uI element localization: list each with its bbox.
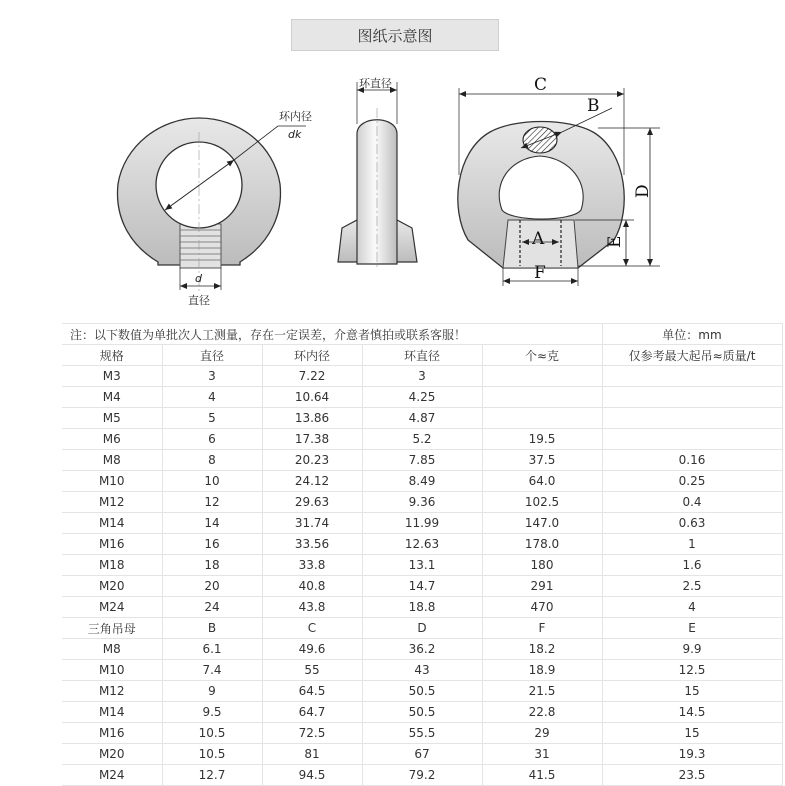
table-row [62, 744, 782, 765]
table-cell: 24 [162, 597, 262, 618]
column-header: E [602, 618, 782, 639]
table-cell: 8 [162, 450, 262, 471]
table-cell: 31 [482, 744, 602, 765]
table-cell: 18.8 [362, 597, 482, 618]
dim-d: D [633, 184, 653, 198]
table-cell: 291 [482, 576, 602, 597]
table-cell: 55 [262, 660, 362, 681]
column-header: 直径 [162, 345, 262, 366]
dim-b: B [587, 96, 600, 116]
table-row [62, 681, 782, 702]
table-cell: 178.0 [482, 534, 602, 555]
table-cell: 33.56 [262, 534, 362, 555]
table-cell: 21.5 [482, 681, 602, 702]
table-cell: 41.5 [482, 765, 602, 786]
table-cell: 470 [482, 597, 602, 618]
table-cell: 2.5 [602, 576, 782, 597]
table-cell: M8 [62, 639, 162, 660]
table-cell: M12 [62, 681, 162, 702]
column-header: C [262, 618, 362, 639]
table-cell: 8.49 [362, 471, 482, 492]
table-cell: 12 [162, 492, 262, 513]
table-cell: 5 [162, 408, 262, 429]
table-cell: 1 [602, 534, 782, 555]
column-header: F [482, 618, 602, 639]
table-cell: 7.4 [162, 660, 262, 681]
table-cell: 6 [162, 429, 262, 450]
table-cell: 29 [482, 723, 602, 744]
table-row [62, 492, 782, 513]
table-cell: 12.5 [602, 660, 782, 681]
table-cell: M12 [62, 492, 162, 513]
column-header: 个≈克 [482, 345, 602, 366]
table-cell: M4 [62, 387, 162, 408]
table-cell [602, 366, 782, 387]
table-cell [602, 429, 782, 450]
table-row [62, 429, 782, 450]
table-cell: 19.5 [482, 429, 602, 450]
table-cell: 13.1 [362, 555, 482, 576]
table-cell [482, 366, 602, 387]
table-cell: 1.6 [602, 555, 782, 576]
dim-f: F [534, 263, 546, 283]
table-cell [602, 408, 782, 429]
column-header: B [162, 618, 262, 639]
table-row [62, 702, 782, 723]
table-cell: 4 [162, 387, 262, 408]
table-cell: 31.74 [262, 513, 362, 534]
table-cell: 67 [362, 744, 482, 765]
table-cell: M24 [62, 597, 162, 618]
table-cell: 14 [162, 513, 262, 534]
triangle-nut-view [458, 75, 660, 286]
table-cell: M16 [62, 723, 162, 744]
table-row [62, 366, 782, 387]
diameter-label: 直径 [188, 294, 210, 307]
table-cell: M24 [62, 765, 162, 786]
d-label: d [195, 272, 202, 285]
table-cell: 64.5 [262, 681, 362, 702]
table-cell: 18 [162, 555, 262, 576]
table-cell: 64.7 [262, 702, 362, 723]
technical-drawing [0, 60, 785, 322]
table-row [62, 450, 782, 471]
table-cell: 12.7 [162, 765, 262, 786]
table-cell: 9.9 [602, 639, 782, 660]
table-cell: 5.2 [362, 429, 482, 450]
table-cell: M10 [62, 660, 162, 681]
table-row [62, 765, 782, 786]
table-cell: 10.5 [162, 723, 262, 744]
table-note: 注：以下数值为单批次人工测量，存在一定误差，介意者慎拍或联系客服！ [62, 324, 602, 345]
table-row [62, 555, 782, 576]
table-cell: 55.5 [362, 723, 482, 744]
table-row [62, 471, 782, 492]
table-cell: M10 [62, 471, 162, 492]
table-cell: 72.5 [262, 723, 362, 744]
table-cell: 12.63 [362, 534, 482, 555]
table-row [62, 597, 782, 618]
table-cell: 36.2 [362, 639, 482, 660]
table-cell: 10 [162, 471, 262, 492]
table-cell: 23.5 [602, 765, 782, 786]
table-row [62, 639, 782, 660]
table-cell: M8 [62, 450, 162, 471]
header-row-triangle [62, 618, 782, 639]
table-cell: 4.87 [362, 408, 482, 429]
table-cell: 15 [602, 723, 782, 744]
table-cell: 147.0 [482, 513, 602, 534]
table-row [62, 408, 782, 429]
table-cell: 14.7 [362, 576, 482, 597]
table-cell: M6 [62, 429, 162, 450]
table-cell: 11.99 [362, 513, 482, 534]
table-cell: 7.85 [362, 450, 482, 471]
table-cell: 33.8 [262, 555, 362, 576]
side-view [338, 76, 417, 270]
table-row [62, 723, 782, 744]
table-cell: 10.64 [262, 387, 362, 408]
table-cell: 0.16 [602, 450, 782, 471]
table-cell: 4 [602, 597, 782, 618]
table-cell: 16 [162, 534, 262, 555]
table-cell: 3 [362, 366, 482, 387]
column-header: 三角吊母 [62, 618, 162, 639]
table-cell: 9.5 [162, 702, 262, 723]
table-cell: 49.6 [262, 639, 362, 660]
table-cell: 81 [262, 744, 362, 765]
table-cell: 15 [602, 681, 782, 702]
table-row [62, 513, 782, 534]
dim-e: E [605, 235, 625, 248]
table-cell: 29.63 [262, 492, 362, 513]
table-cell: 24.12 [262, 471, 362, 492]
table-cell: 43.8 [262, 597, 362, 618]
table-cell: 102.5 [482, 492, 602, 513]
table-cell: 14.5 [602, 702, 782, 723]
front-view [117, 109, 312, 307]
dk-label: dk [288, 128, 302, 141]
table-cell: 9.36 [362, 492, 482, 513]
header-row [62, 345, 782, 366]
table-cell: 50.5 [362, 702, 482, 723]
table-cell [482, 408, 602, 429]
table-cell: 0.63 [602, 513, 782, 534]
table-cell: 20.23 [262, 450, 362, 471]
table-cell [482, 387, 602, 408]
table-row [62, 576, 782, 597]
table-cell: 4.25 [362, 387, 482, 408]
table-cell: 50.5 [362, 681, 482, 702]
ring-dia-label: 环直径 [359, 77, 392, 90]
table-cell: M14 [62, 513, 162, 534]
column-header: 环内径 [262, 345, 362, 366]
table-cell: 17.38 [262, 429, 362, 450]
table-cell: 6.1 [162, 639, 262, 660]
table-cell: 22.8 [482, 702, 602, 723]
table-cell: M16 [62, 534, 162, 555]
spec-table [62, 323, 783, 786]
table-row [62, 660, 782, 681]
ring-inner-label: 环内径 [279, 110, 312, 123]
column-header: 仅参考最大起吊≈质量/t [602, 345, 782, 366]
table-cell: 9 [162, 681, 262, 702]
table-cell: 37.5 [482, 450, 602, 471]
table-cell: 3 [162, 366, 262, 387]
table-cell: M20 [62, 744, 162, 765]
table-cell: 7.22 [262, 366, 362, 387]
table-cell: 40.8 [262, 576, 362, 597]
column-header: 环直径 [362, 345, 482, 366]
table-cell: 20 [162, 576, 262, 597]
table-cell: 0.4 [602, 492, 782, 513]
dim-c: C [534, 75, 548, 95]
table-row [62, 534, 782, 555]
table-cell: M14 [62, 702, 162, 723]
table-cell: 64.0 [482, 471, 602, 492]
table-row [62, 387, 782, 408]
note-row [62, 324, 782, 345]
table-cell: 10.5 [162, 744, 262, 765]
table-cell: 94.5 [262, 765, 362, 786]
table-cell: M5 [62, 408, 162, 429]
table-cell: M20 [62, 576, 162, 597]
column-header: 规格 [62, 345, 162, 366]
table-cell: 18.9 [482, 660, 602, 681]
table-unit: 单位：mm [602, 324, 782, 345]
table-cell: 19.3 [602, 744, 782, 765]
table-cell: M3 [62, 366, 162, 387]
table-cell: 79.2 [362, 765, 482, 786]
table-cell: 0.25 [602, 471, 782, 492]
table-cell: 43 [362, 660, 482, 681]
table-cell: 18.2 [482, 639, 602, 660]
table-cell: 13.86 [262, 408, 362, 429]
table-cell: M18 [62, 555, 162, 576]
page-title: 图纸示意图 [291, 19, 499, 51]
table-cell: 180 [482, 555, 602, 576]
table-cell [602, 387, 782, 408]
column-header: D [362, 618, 482, 639]
dim-a: A [532, 229, 545, 249]
